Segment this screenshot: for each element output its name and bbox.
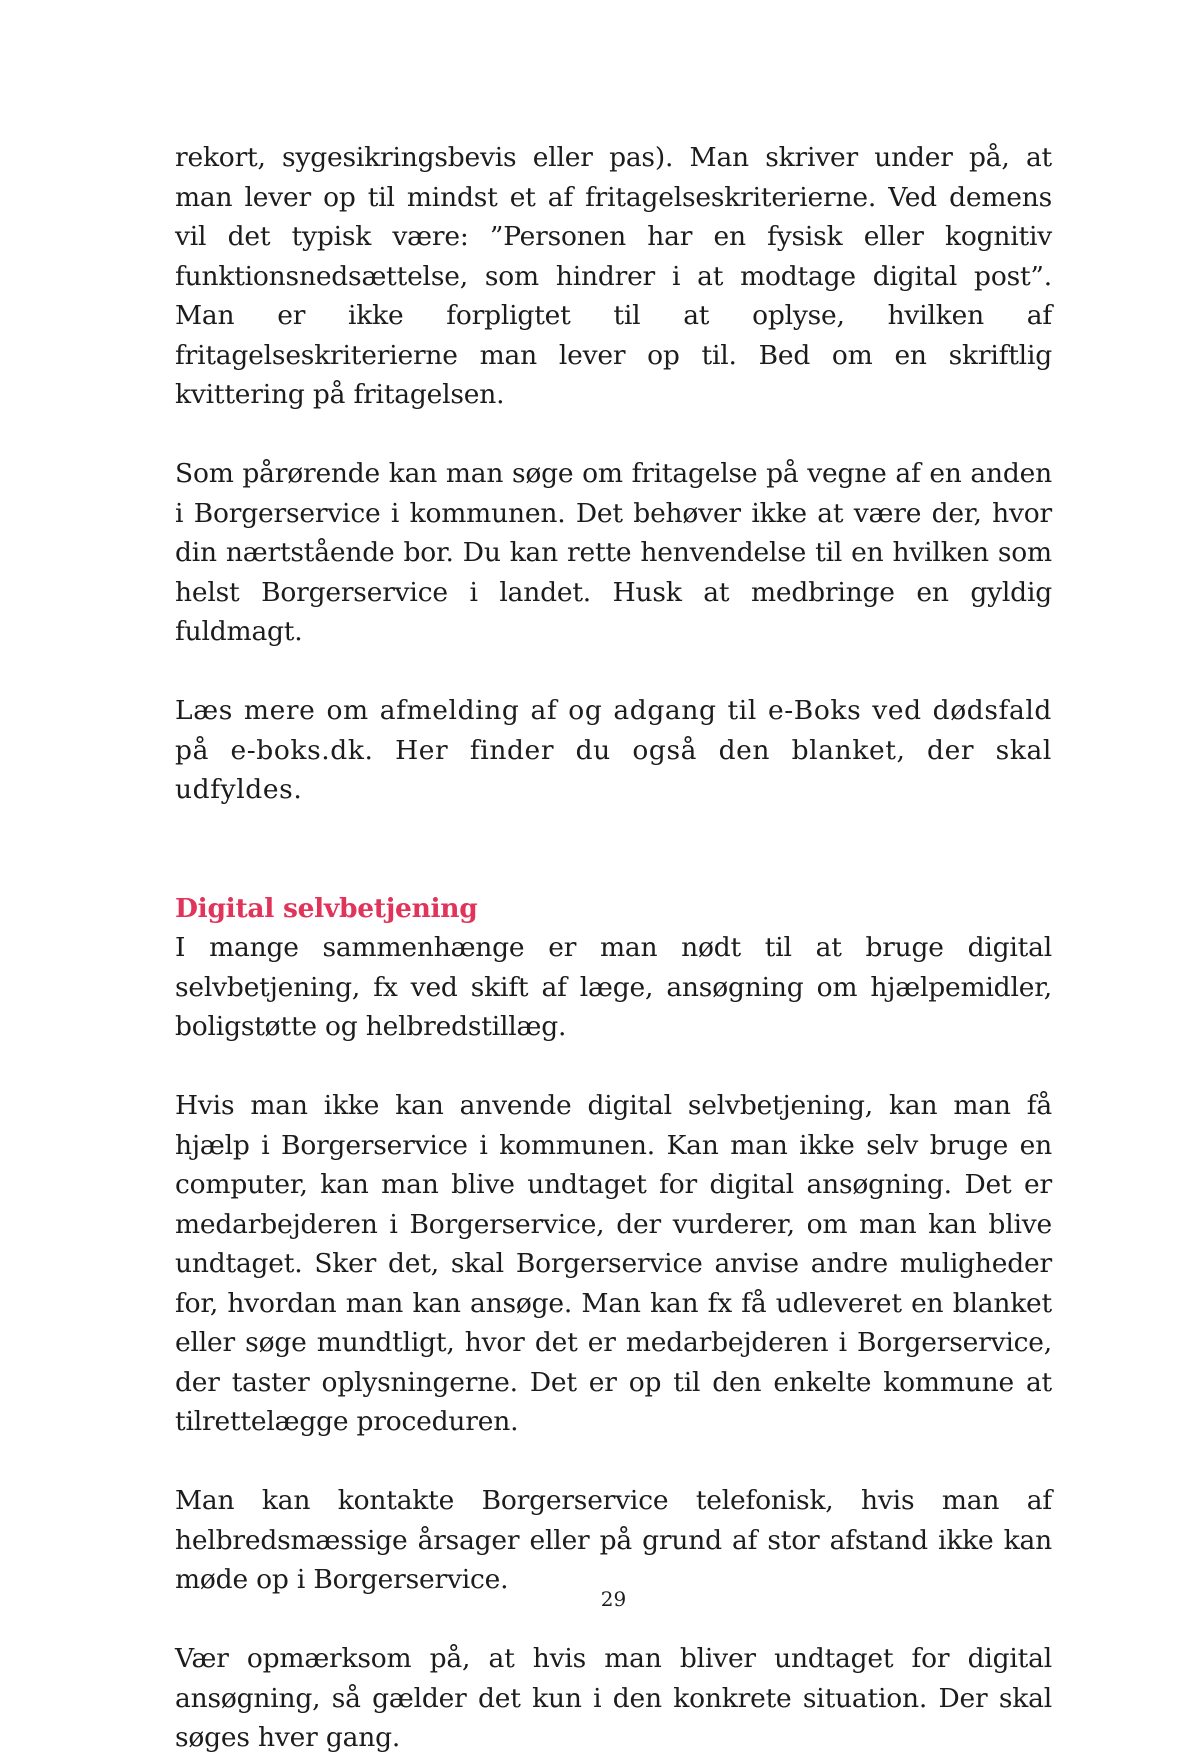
page-body: [175, 138, 1052, 1758]
paragraph-eboks-info: Læs mere om afmelding af og adgang til e-Boks ved dødsfald på e-boks.dk. Her finder du også den blanket, der skal udfyldes.: [175, 695, 1052, 805]
paragraph-relatives-exemption: Som pårørende kan man søge om fritagelse på vegne af en anden i Borgerservice i kommunen. Det behøver ikke at være der, hvor din nærtstående bor. Du kan rette henvendelse til en hvilken som helst Borgerservice i landet. Husk at medbringe en gyldig fuldmagt.: [175, 458, 1052, 647]
section-heading-digital-selvbetjening: Digital selvbetjening: [175, 892, 478, 924]
paragraph-phone-contact: Man kan kontakte Borgerservice telefonisk, hvis man af helbredsmæssige årsager eller på grund af stor afstand ikke kan møde op i Borgerservice.: [175, 1485, 1052, 1595]
paragraph-exemption-scope: Vær opmærksom på, at hvis man bliver undtaget for digital ansøgning, så gælder det kun i den konkrete situation. Der skal søges hver gang.: [175, 1643, 1052, 1753]
paragraph-fritagelse-signature: rekort, sygesikringsbevis eller pas). Man skriver under på, at man lever op til mindst et af fritagelseskriterierne. Ved demens vil det typisk være: ”Personen har en fysisk eller kognitiv funktionsnedsættelse, som hindrer i at modtage digital post”. Man er ikke forpligtet til at oplyse, hvilken af fritagelseskriterierne man lever op til. Bed om en skriftlig kvittering på fritagelsen.: [175, 142, 1052, 410]
page-number: 29: [600, 1587, 627, 1611]
paragraph-self-service-intro: I mange sammenhænge er man nødt til at bruge digital selvbetjening, fx ved skift af læge, ansøgning om hjælpemidler, boligstøtte og helbredstillæg.: [175, 932, 1052, 1042]
paragraph-self-service-help: Hvis man ikke kan anvende digital selvbetjening, kan man få hjælp i Borgerservice i kommunen. Kan man ikke selv bruge en computer, kan man blive undtaget for digital ansøgning. Det er medarbejderen i Borgerservice, der vurderer, om man kan blive undtaget. Sker det, skal Borgerservice anvise andre muligheder for, hvordan man kan ansøge. Man kan fx få udleveret en blanket eller søge mundtligt, hvor det er medarbejderen i Borgerservice, der taster oplysningerne. Det er op til den enkelte kommune at tilrettelægge proceduren.: [175, 1090, 1052, 1437]
